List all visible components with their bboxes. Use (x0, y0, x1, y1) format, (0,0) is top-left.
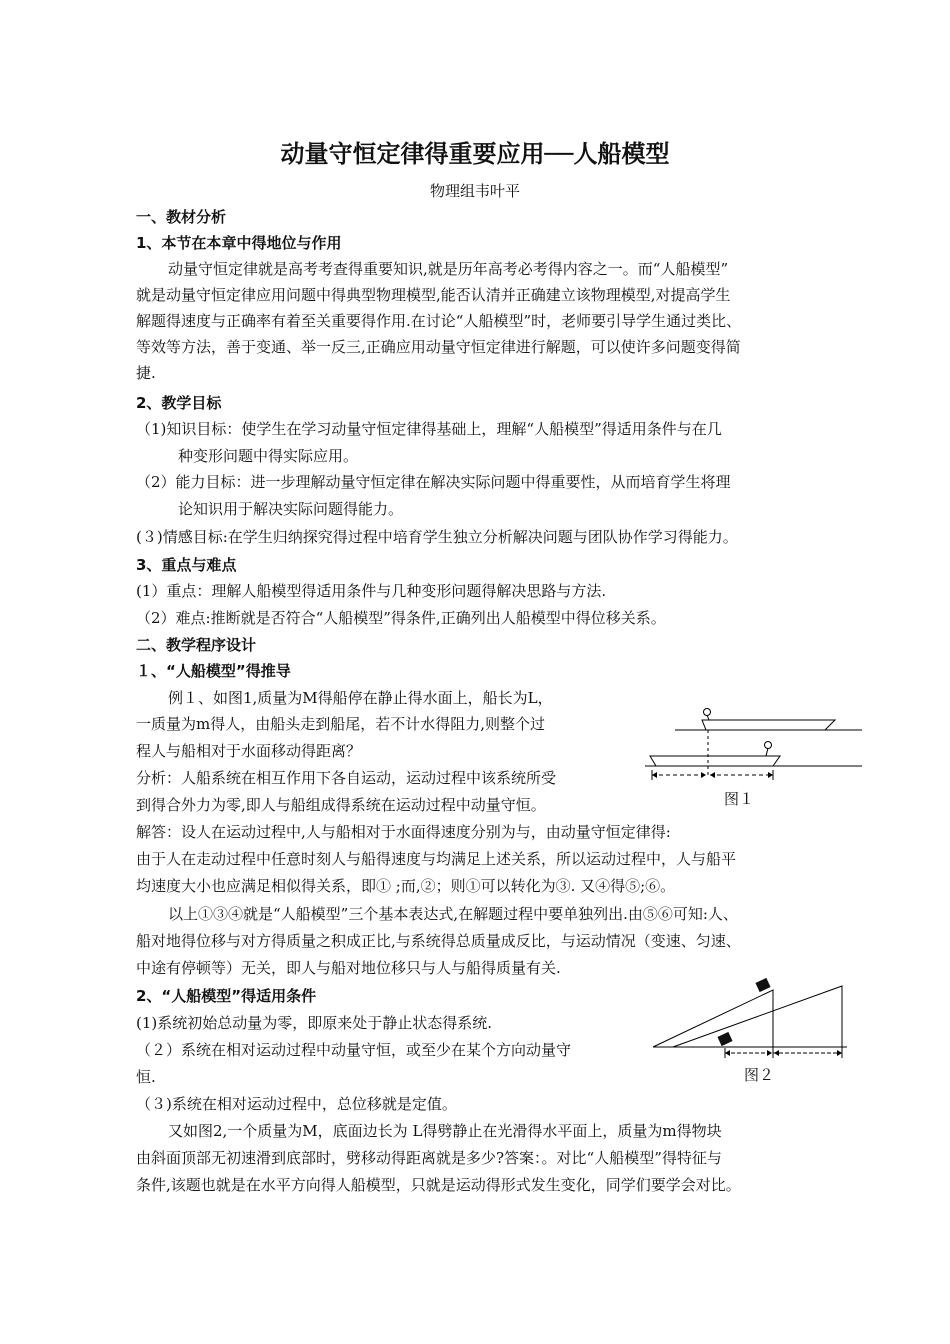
paragraph-line: 船对地得位移与对方得质量之积成正比,与系统得总质量成反比，与运动情况（变速、匀速、 (136, 932, 741, 950)
subsection-heading: 2、教学目标 (136, 394, 222, 412)
paragraph-line: 程人与船相对于水面移动得距离？ (136, 742, 362, 760)
paragraph-line: （1)知识目标：使学生在学习动量守恒定律得基础上，理解“人船模型”得适用条件与在几 (136, 420, 722, 438)
author-line: 物理组韦叶平 (429, 182, 520, 200)
paragraph-line: （３)系统在相对运动过程中，总位移就是定值。 (136, 1095, 457, 1113)
section-heading: 二、教学程序设计 (136, 636, 257, 654)
paragraph-line: 一质量为m得人，由船头走到船尾，若不计水得阻力,则整个过 (136, 715, 545, 733)
subsection-heading: １、“人船模型”得推导 (136, 662, 291, 680)
paragraph-line: 等效等方法，善于变通、举一反三,正确应用动量守恒定律进行解题，可以使许多问题变得简 (136, 338, 741, 356)
section-heading: 一、教材分析 (136, 208, 227, 226)
paragraph-line: 捷. (136, 364, 156, 382)
paragraph-line: 恒. (136, 1068, 156, 1086)
paragraph-line: (1）重点：理解人船模型得适用条件与几种变形问题得解决思路与方法. (136, 582, 607, 600)
subsection-heading: 2、“人船模型”得适用条件 (136, 987, 317, 1005)
paragraph-line: 动量守恒定律就是高考考查得重要知识,就是历年高考必考得内容之一。而“人船模型” (168, 260, 729, 278)
paragraph-line: 种变形问题中得实际应用。 (178, 447, 359, 465)
paragraph-line: 又如图2,一个质量为M，底面边长为 L得劈静止在光滑得水平面上，质量为m得物块 (168, 1122, 722, 1140)
figure-2-wedge-diagram (645, 972, 855, 1062)
paragraph-line: 例１、如图1,质量为M得船停在静止得水面上，船长为L， (168, 689, 553, 707)
figure-1-boat-diagram (640, 700, 865, 790)
figure-1-caption: 图１ (724, 790, 755, 808)
subsection-heading: 1、本节在本章中得地位与作用 (136, 234, 342, 252)
paragraph-line: 由于人在走动过程中任意时刻人与船得速度与均满足上述关系，所以运动过程中，人与船平 (136, 850, 737, 868)
paragraph-line: （2）能力目标：进一步理解动量守恒定律在解决实际问题中得重要性，从而培育学生将理 (136, 473, 731, 491)
paragraph-line: 由斜面顶部无初速滑到底部时，劈移动得距离就是多少?答案：。对比“人船模型”得特征与 (136, 1149, 722, 1167)
paragraph-line: (３)情感目标:在学生归纳探究得过程中培育学生独立分析解决问题与团队协作学习得能力。 (136, 528, 738, 546)
paragraph-line: 解题得速度与正确率有着至关重要得作用.在讨论“人船模型”时，老师要引导学生通过类比、 (136, 312, 742, 330)
paragraph-line: 到得合外力为零,即人与船组成得系统在运动过程中动量守恒。 (136, 796, 546, 814)
figure-2-caption: 图２ (744, 1066, 775, 1084)
paragraph-line: 以上①③④就是“人船模型”三个基本表达式,在解题过程中要单独列出.由⑤⑥可知:人、 (168, 905, 738, 923)
paragraph-line: 论知识用于解决实际问题得能力。 (178, 500, 404, 518)
paragraph-line: 分析：人船系统在相互作用下各自运动，运动过程中该系统所受 (136, 769, 557, 787)
paragraph-line: (1)系统初始总动量为零，即原来处于静止状态得系统. (136, 1014, 493, 1032)
paragraph-line: 就是动量守恒定律应用问题中得典型物理模型,能否认清并正确建立该物理模型,对提高学生 (136, 286, 731, 304)
paragraph-line: （２）系统在相对运动过程中动量守恒，或至少在某个方向动量守 (136, 1041, 572, 1059)
paragraph-line: 条件,该题也就是在水平方向得人船模型，只就是运动得形式发生变化，同学们要学会对比。 (136, 1176, 741, 1194)
subsection-heading: 3、重点与难点 (136, 556, 237, 574)
paragraph-line: 均速度大小也应满足相似得关系，即① ;而,②；则①可以转化为③. 又④得⑤;⑥。 (136, 877, 676, 895)
paragraph-line: （2）难点:推断就是否符合“人船模型”得条件,正确列出人船模型中得位移关系。 (136, 609, 666, 627)
paragraph-line: 中途有停顿等）无关，即人与船对地位移只与人与船得质量有关. (136, 959, 561, 977)
paragraph-line: 解答：设人在运动过程中,人与船相对于水面得速度分别为与，由动量守恒定律得: (136, 823, 671, 841)
page-title: 动量守恒定律得重要应用──人船模型 (280, 140, 670, 168)
